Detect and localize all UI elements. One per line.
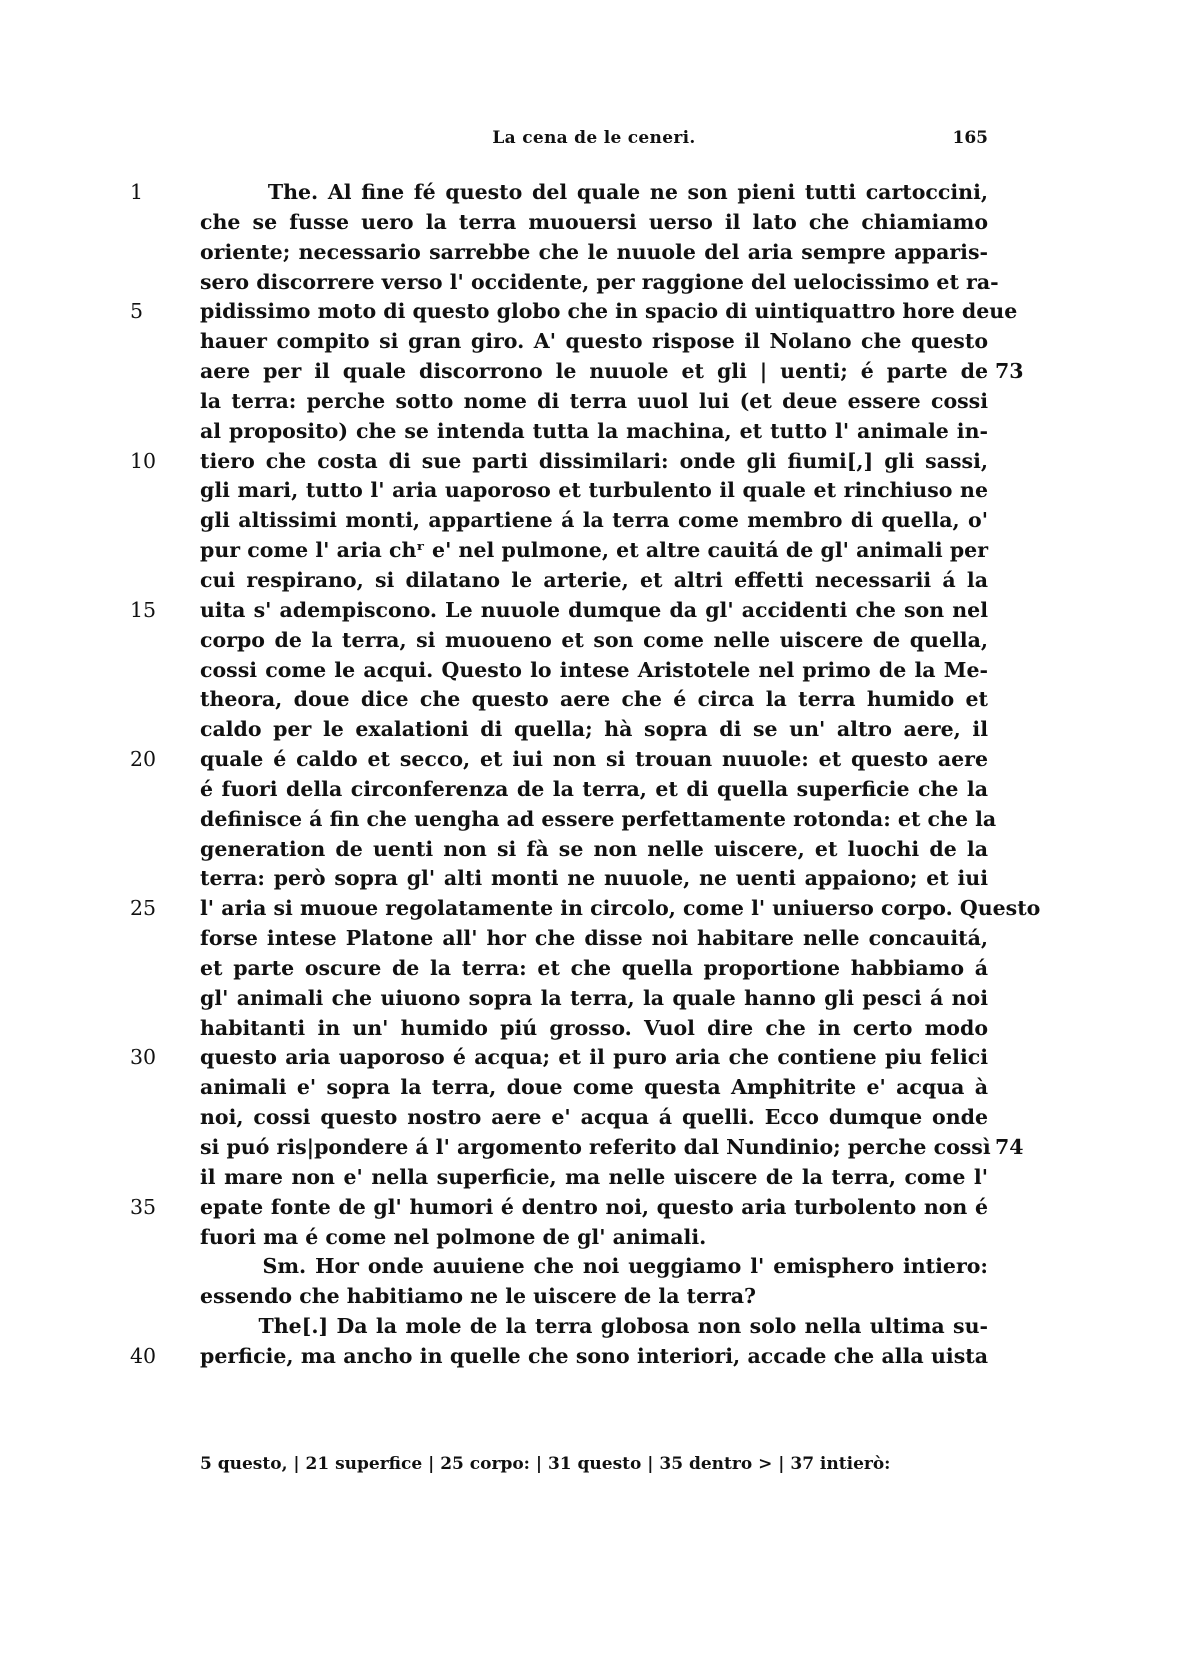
text-line [0,685,1183,715]
text-line [0,1133,1183,1163]
text-line [0,566,1183,596]
line-text: forse intese Platone all' hor che disse noi habitare nelle concauitá, [200,926,988,951]
line-text: aere per il quale discorrono le nuuole et gli | uenti; é parte de [200,359,988,384]
line-text: generation de uenti non si fà se non nelle uiscere, et luochi de la [200,836,988,861]
line-text: noi, cossi questo nostro aere e' acqua á quelli. Ecco dumque onde [200,1105,988,1130]
line-number: 15 [130,597,157,622]
line-text: é fuori della circonferenza de la terra, et di quella superficie che la [200,776,988,801]
line-text: fuori ma é come nel polmone de gl' animali. [200,1224,707,1249]
text-line [0,626,1183,656]
text-line [0,775,1183,805]
line-text: definisce á fin che uengha ad essere perfettamente rotonda: et che la [200,806,997,831]
line-text: The. Al fine fé questo del quale ne son pieni tutti cartoccini, [200,180,988,204]
line-text: la terra: perche sotto nome di terra uuol lui (et deue essere cossi [200,388,988,413]
line-text: corpo de la terra, si muoueno et son come nelle uiscere de quella, [200,627,988,652]
line-text: perficie, ma ancho in quelle che sono interiori, accade che alla uista [200,1343,988,1368]
text-line [0,924,1183,954]
line-number: 25 [130,896,157,921]
line-text: questo aria uaporoso é acqua; et il puro aria che contiene piu felici [200,1045,988,1070]
text-line [0,1223,1183,1253]
text-line [0,506,1183,536]
line-text: gl' animali che uiuono sopra la terra, la quale hanno gli pesci á noi [200,985,988,1010]
line-number: 5 [130,299,144,324]
text-line [0,357,1183,387]
text-line [0,1103,1183,1133]
text-line [0,1312,1183,1342]
line-text: caldo per le exalationi di quella; hà sopra di se un' altro aere, il [200,717,988,742]
text-line [0,1014,1183,1044]
marginal-page-ref: 73 [995,359,1024,384]
text-line [0,835,1183,865]
line-text: che se fusse uero la terra muouersi uerso il lato che chiamiamo [200,209,988,234]
line-text: cossi come le acqui. Questo lo intese Aristotele nel primo de la Me- [200,657,988,682]
line-text: uita s' adempiscono. Le nuuole dumque da gl' accidenti che son nel [200,597,988,622]
text-line [0,1342,1183,1372]
page-number: 165 [952,128,988,148]
running-title: La cena de le ceneri. [492,128,696,148]
marginal-page-ref: 74 [995,1135,1024,1159]
footnote-apparatus: 5 questo, | 21 superfice | 25 corpo: | 31 questo | 35 dentro > | 37 intierò: [200,1454,891,1474]
line-text: oriente; necessario sarrebbe che le nuuole del aria sempre apparis- [200,239,988,264]
text-line [0,1282,1183,1312]
line-text: pidissimo moto di questo globo che in spacio di uintiquattro hore deue [200,299,1018,324]
text-line [0,1073,1183,1103]
line-text: gli altissimi monti, appartiene á la terra come membro di quella, o' [200,508,988,533]
text-line [0,1252,1183,1282]
text-line [0,1193,1183,1223]
text-line [0,417,1183,447]
line-text: et parte oscure de la terra: et che quella proportione habbiamo á [200,955,988,980]
text-line [0,238,1183,268]
line-number: 30 [130,1045,157,1070]
line-number: 35 [130,1194,157,1219]
line-text: si puó ris|pondere á l' argomento referito dal Nundinio; perche cossì [200,1135,991,1159]
line-text: epate fonte de gl' humori é dentro noi, questo aria turbolento non é [200,1194,988,1219]
text-line [0,447,1183,477]
text-line [0,1163,1183,1193]
text-line [0,805,1183,835]
text-line [0,268,1183,298]
text-line [0,536,1183,566]
line-number: 10 [130,448,157,473]
text-line [0,596,1183,626]
text-line [0,1043,1183,1073]
line-text: gli mari, tutto l' aria uaporoso et turbulento il quale et rinchiuso ne [200,478,988,503]
text-line [0,715,1183,745]
text-line [0,745,1183,775]
text-line [0,178,1183,208]
text-body [0,178,1183,1372]
text-line [0,656,1183,686]
line-text: sero discorrere verso l' occidente, per raggione del uelocissimo et ra- [200,269,999,294]
line-text: l' aria si muoue regolatamente in circolo, come l' uniuerso corpo. Questo [200,896,1041,921]
line-number: 1 [130,180,144,204]
text-line [0,297,1183,327]
text-line [0,894,1183,924]
line-text: il mare non e' nella superficie, ma nelle uiscere de la terra, come l' [200,1164,988,1189]
line-number: 40 [130,1343,157,1368]
line-text: cui respirano, si dilatano le arterie, et altri effetti necessarii á la [200,567,988,592]
line-number: 20 [130,747,157,772]
line-text: The[.] Da la mole de la terra globosa non solo nella ultima su- [200,1314,988,1339]
text-line [0,327,1183,357]
text-line [0,476,1183,506]
line-text: Sm. Hor onde auuiene che noi ueggiamo l' emisphero intiero: [200,1254,988,1279]
line-text: quale é caldo et secco, et iui non si trouan nuuole: et questo aere [200,747,988,772]
line-text: theora, doue dice che questo aere che é circa la terra humido et [200,687,988,712]
text-line [0,984,1183,1014]
line-text: tiero che costa di sue parti dissimilari: onde gli fiumi[,] gli sassi, [200,448,988,473]
text-line [0,954,1183,984]
line-text: essendo che habitiamo ne le uiscere de la terra? [200,1284,757,1309]
line-text: terra: però sopra gl' alti monti ne nuuole, ne uenti appaiono; et iui [200,866,988,891]
line-text: al proposito) che se intenda tutta la machina, et tutto l' animale in- [200,418,988,443]
page-header [200,128,988,158]
line-text: habitanti in un' humido piú grosso. Vuol dire che in certo modo [200,1015,988,1040]
text-line [0,864,1183,894]
line-text: animali e' sopra la terra, doue come questa Amphitrite e' acqua à [200,1075,988,1100]
text-line [0,387,1183,417]
line-text: hauer compito si gran giro. A' questo rispose il Nolano che questo [200,329,988,354]
line-text: pur come l' aria chʳ e' nel pulmone, et altre cauitá de gl' animali per [200,538,988,563]
text-line [0,208,1183,238]
